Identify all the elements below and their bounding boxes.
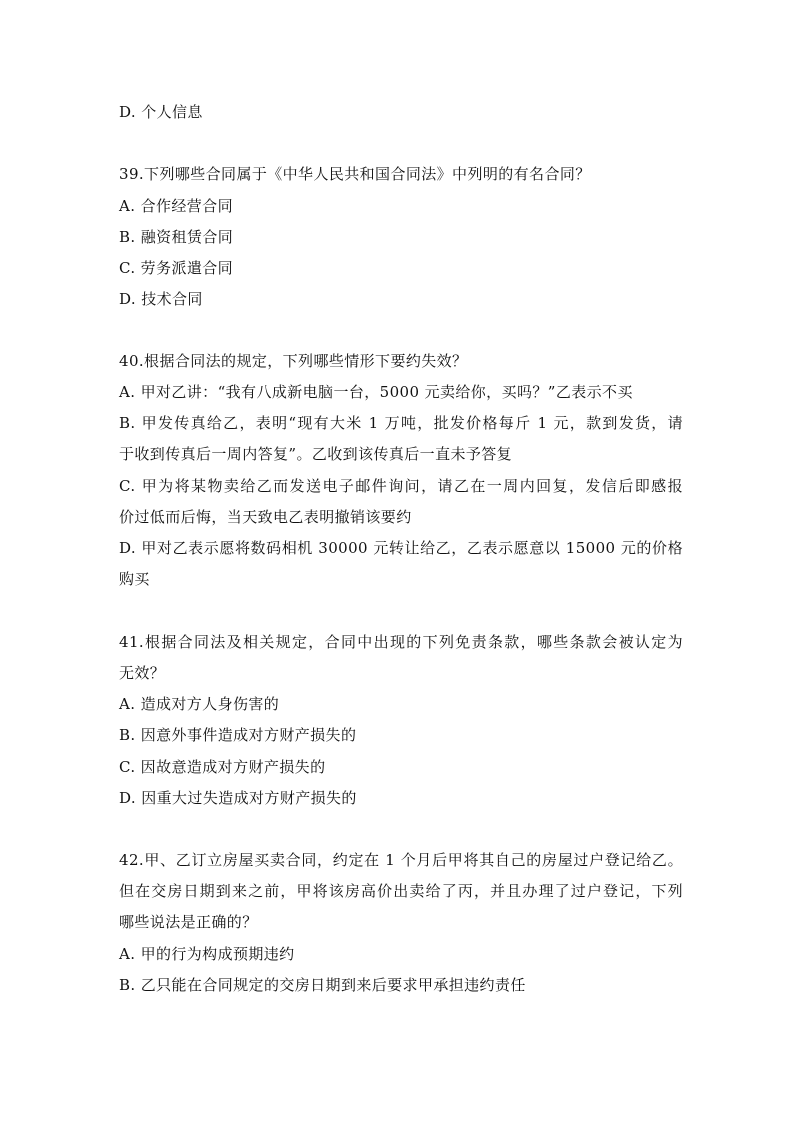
q42-stem-line2: 但在交房日期到来之前，甲将该房高价出卖给了丙，并且办理了过户登记，下列 <box>119 882 683 900</box>
q42-option-b: B. 乙只能在合同规定的交房日期到来后要求甲承担违约责任 <box>119 976 526 994</box>
q41-option-b: B. 因意外事件造成对方财产损失的 <box>119 726 357 744</box>
q41-stem-line2: 无效？ <box>119 664 166 682</box>
q40-option-b-line1: B. 甲发传真给乙，表明“现有大米 1 万吨，批发价格每斤 1 元，款到发货，请 <box>119 414 683 432</box>
q41-option-d: D. 因重大过失造成对方财产损失的 <box>119 789 357 807</box>
q40-option-d-line2: 购买 <box>119 570 150 588</box>
q41-stem-line1: 41.根据合同法及相关规定，合同中出现的下列免责条款，哪些条款会被认定为 <box>119 633 683 651</box>
q40-option-d-line1: D. 甲对乙表示愿将数码相机 30000 元转让给乙，乙表示愿意以 15000 元的价格 <box>119 539 683 557</box>
q42-stem-line3: 哪些说法是正确的？ <box>119 913 258 931</box>
q42-stem-line1: 42.甲、乙订立房屋买卖合同，约定在 1 个月后甲将其自己的房屋过户登记给乙。 <box>119 851 683 869</box>
q40-option-c-line1: C. 甲为将某物卖给乙而发送电子邮件询问，请乙在一周内回复，发信后即感报 <box>119 477 683 495</box>
q41-option-a: A. 造成对方人身伤害的 <box>119 695 280 713</box>
q40-option-b-line2: 于收到传真后一周内答复”。乙收到该传真后一直未予答复 <box>119 445 513 463</box>
q40-stem: 40.根据合同法的规定，下列哪些情形下要约失效？ <box>119 352 468 370</box>
q39-stem: 39.下列哪些合同属于《中华人民共和国合同法》中列明的有名合同？ <box>119 165 591 183</box>
q40-option-c-line2: 价过低而后悔，当天致电乙表明撤销该要约 <box>119 508 412 526</box>
q38-option-d: D. 个人信息 <box>119 103 203 121</box>
q42-option-a: A. 甲的行为构成预期违约 <box>119 945 295 963</box>
q39-option-d: D. 技术合同 <box>119 290 203 308</box>
q39-option-b: B. 融资租赁合同 <box>119 228 234 246</box>
q41-option-c: C. 因故意造成对方财产损失的 <box>119 758 326 776</box>
q39-option-a: A. 合作经营合同 <box>119 197 233 215</box>
q40-option-a: A. 甲对乙讲：“我有八成新电脑一台，5000 元卖给你，买吗？”乙表示不买 <box>119 383 633 401</box>
q39-option-c: C. 劳务派遣合同 <box>119 259 234 277</box>
